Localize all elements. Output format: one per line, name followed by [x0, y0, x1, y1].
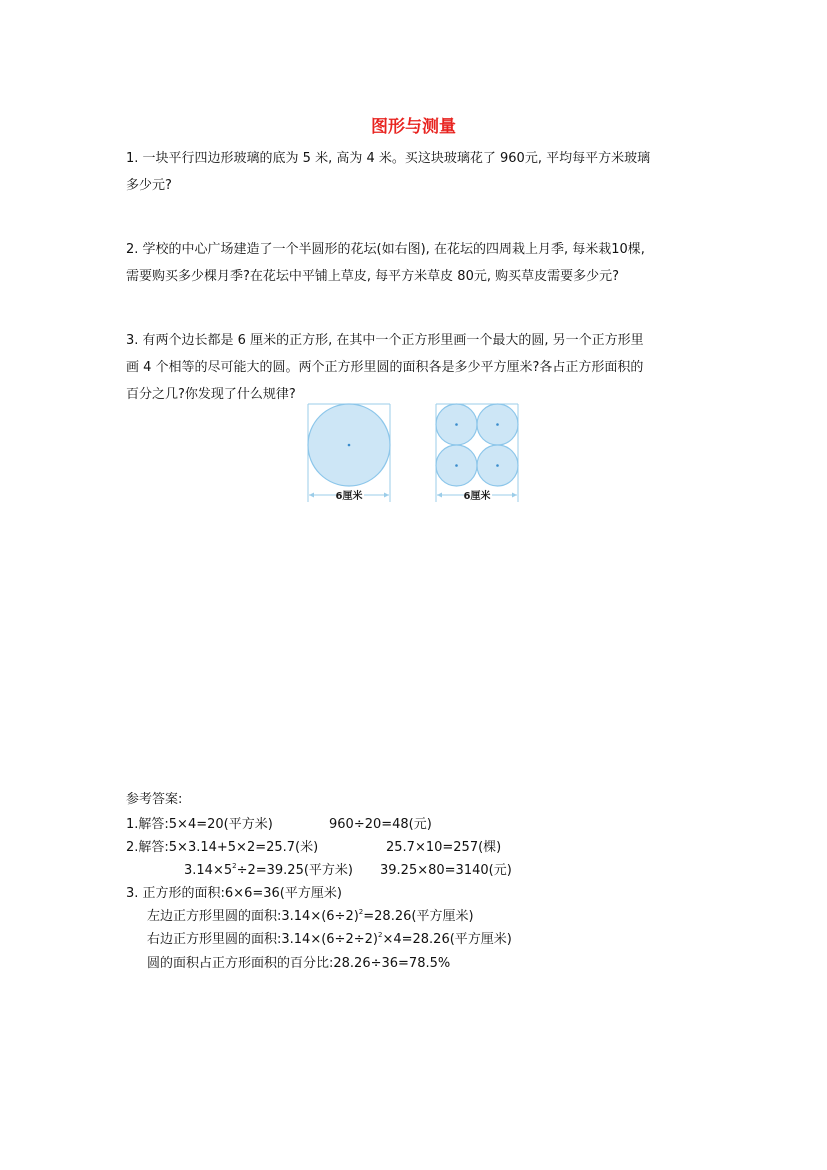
figure-one-circle — [302, 398, 396, 506]
answer-1-part-2: 960÷20=48(元) — [329, 817, 432, 832]
answer-3-line-1: 3. 正方形的面积:6×6=36(平方厘米) — [126, 886, 342, 901]
answer-2-part-1: 2.解答:5×3.14+5×2=25.7(米) — [126, 840, 319, 855]
answer-3-line-2 — [147, 909, 474, 925]
figure-four-circles — [430, 398, 524, 506]
answer-3-line-3 — [147, 932, 512, 948]
circle-center-dot — [496, 423, 499, 426]
answer-3-line-2-tail: =28.26(平方厘米) — [363, 909, 474, 924]
question-2-line-1: 2. 学校的中心广场建造了一个半圆形的花坛(如右图), 在花坛的四周栽上月季, 每米栽10棵, — [126, 242, 645, 257]
question-3-line-3: 百分之几?你发现了什么规律? — [126, 387, 296, 402]
answer-2-part-3-text: 3.14×5 — [184, 863, 233, 878]
dimension-label: 6厘米 — [463, 491, 491, 502]
answer-3-line-3-text: 右边正方形里圆的面积:3.14×(6÷2÷2) — [147, 932, 378, 947]
question-3-line-2: 画 4 个相等的尽可能大的圆。两个正方形里圆的面积各是多少平方厘米?各占正方形面积的 — [126, 360, 644, 375]
answer-3-line-4: 圆的面积占正方形面积的百分比:28.26÷36=78.5% — [147, 956, 451, 971]
circle-center-dot — [455, 464, 458, 467]
question-2-line-2: 需要购买多少棵月季?在花坛中平铺上草皮, 每平方米草皮 80元, 购买草皮需要多少元? — [126, 269, 620, 284]
answer-2-part-4: 39.25×80=3140(元) — [380, 863, 512, 878]
answers-heading: 参考答案: — [126, 792, 183, 807]
superscript: 2 — [358, 908, 364, 916]
page-title: 图形与测量 — [371, 117, 456, 137]
circle-center-dot — [496, 464, 499, 467]
answer-2-part-2: 25.7×10=257(棵) — [386, 840, 502, 855]
question-3 — [126, 327, 706, 408]
circle-center-dot — [455, 423, 458, 426]
answer-2-part-3 — [184, 863, 353, 879]
question-1-line-1: 1. 一块平行四边形玻璃的底为 5 米, 高为 4 米。买这块玻璃花了 960元, 平均每平方米玻璃 — [126, 151, 651, 166]
question-1-line-2: 多少元? — [126, 178, 172, 193]
answer-3-line-3-tail: ×4=28.26(平方厘米) — [382, 932, 512, 947]
question-3-line-1: 3. 有两个边长都是 6 厘米的正方形, 在其中一个正方形里画一个最大的圆, 另一个正方形里 — [126, 333, 644, 348]
answer-2-part-3-tail: ÷2=39.25(平方米) — [236, 863, 353, 878]
answer-1-part-1: 1.解答:5×4=20(平方米) — [126, 817, 273, 832]
dimension-label: 6厘米 — [335, 491, 363, 502]
answer-3-line-2-text: 左边正方形里圆的面积:3.14×(6÷2) — [147, 909, 359, 924]
question-1 — [126, 145, 706, 199]
superscript: 2 — [232, 862, 237, 870]
circle-center-dot — [348, 444, 351, 447]
superscript: 2 — [377, 931, 383, 939]
question-2 — [126, 236, 706, 290]
